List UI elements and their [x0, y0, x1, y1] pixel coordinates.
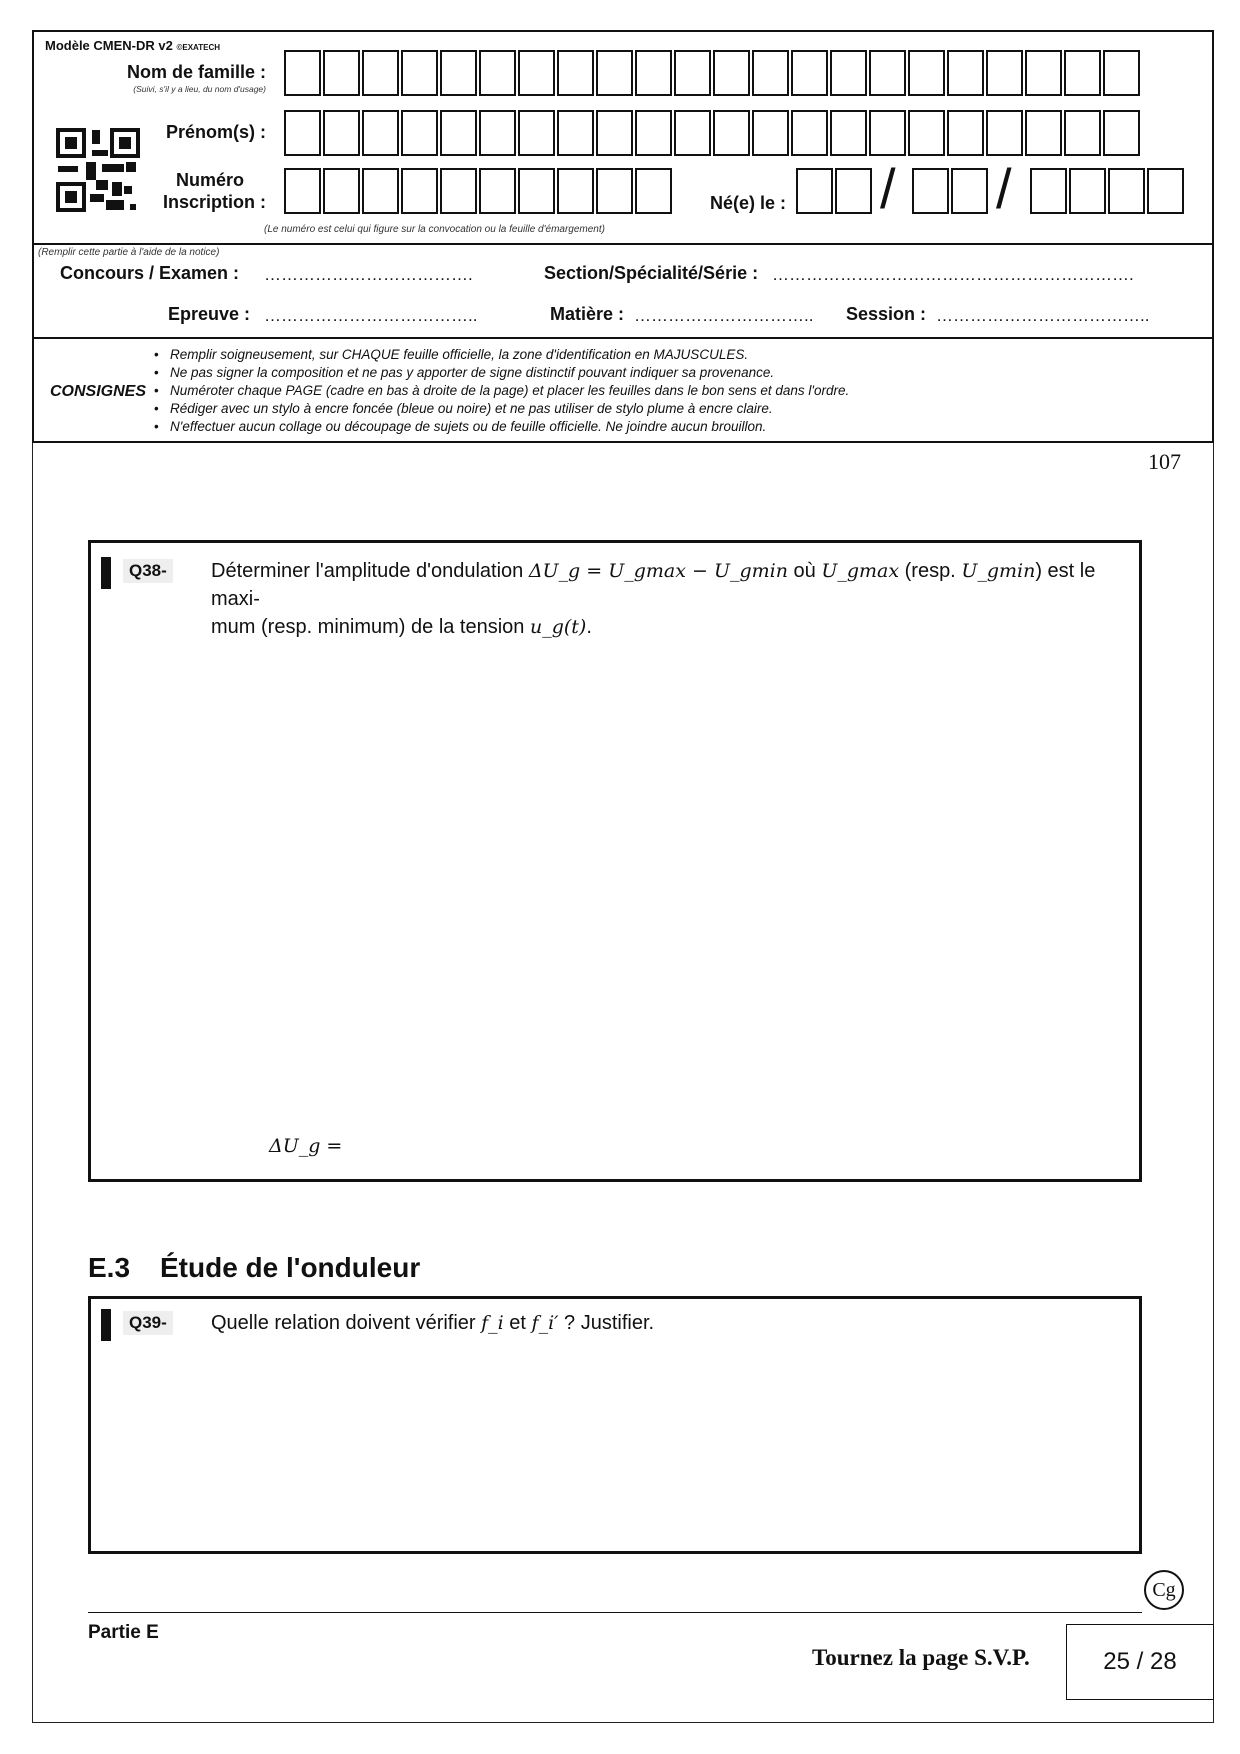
char-box[interactable] [1103, 110, 1140, 156]
consigne-item: • Remplir soigneusement, sur CHAQUE feuille officielle, la zone d'identification en MAJUSCULES. [170, 346, 849, 364]
char-box[interactable] [752, 50, 789, 96]
consigne-item: • Ne pas signer la composition et ne pas y apporter de signe distinctif pouvant indiquer sa provenance. [170, 364, 849, 382]
prenom-label: Prénom(s) : [165, 122, 266, 142]
header-divider-1 [32, 243, 1214, 245]
char-box[interactable] [1103, 50, 1140, 96]
q39-answer-box[interactable] [88, 1296, 1142, 1554]
date-slash: / [880, 157, 896, 220]
section-label: Section/Spécialité/Série : [544, 263, 759, 283]
char-box[interactable] [596, 168, 633, 214]
section-field[interactable]: ………………………………………………………. [772, 265, 1134, 284]
prenom-field[interactable] [284, 110, 1142, 156]
char-box[interactable] [401, 110, 438, 156]
char-box[interactable] [674, 50, 711, 96]
char-box[interactable] [479, 50, 516, 96]
char-box[interactable] [440, 168, 477, 214]
char-box[interactable] [284, 168, 321, 214]
birth-year-field[interactable] [1030, 168, 1186, 214]
char-box[interactable] [635, 50, 672, 96]
consignes-list [170, 346, 849, 436]
char-box[interactable] [323, 168, 360, 214]
char-box[interactable] [440, 110, 477, 156]
char-box[interactable] [791, 50, 828, 96]
page-number: 25 / 28 [1066, 1624, 1214, 1700]
char-box[interactable] [908, 110, 945, 156]
char-box[interactable] [1064, 110, 1101, 156]
char-box[interactable] [912, 168, 949, 214]
session-field[interactable]: ……………………………….. [936, 306, 1150, 325]
char-box[interactable] [362, 168, 399, 214]
nom-field[interactable] [284, 50, 1142, 96]
char-box[interactable] [284, 110, 321, 156]
inscription-label: Inscription : [163, 192, 266, 212]
partie-label: Partie E [88, 1622, 159, 1643]
birth-day-field[interactable] [796, 168, 874, 214]
char-box[interactable] [1025, 50, 1062, 96]
char-box[interactable] [869, 110, 906, 156]
nom-label: Nom de famille : [126, 62, 266, 82]
q38-answer-box[interactable] [88, 540, 1142, 1182]
numero-field[interactable] [284, 168, 674, 214]
char-box[interactable] [713, 110, 750, 156]
char-box[interactable] [1064, 50, 1101, 96]
concours-label: Concours / Examen : [60, 263, 240, 283]
nom-hint: (Suivi, s'il y a lieu, du nom d'usage) [133, 84, 266, 94]
char-box[interactable] [596, 110, 633, 156]
char-box[interactable] [674, 110, 711, 156]
birth-month-field[interactable] [912, 168, 990, 214]
q38-tag: Q38- [123, 559, 173, 583]
question-marker [101, 557, 111, 589]
epreuve-label: Epreuve : [168, 304, 251, 324]
epreuve-field[interactable]: ……………………………….. [264, 306, 478, 325]
char-box[interactable] [1108, 168, 1145, 214]
char-box[interactable] [284, 50, 321, 96]
char-box[interactable] [869, 50, 906, 96]
char-box[interactable] [951, 168, 988, 214]
char-box[interactable] [557, 168, 594, 214]
turn-page-note: Tournez la page S.V.P. [812, 1645, 1030, 1670]
char-box[interactable] [752, 110, 789, 156]
model-label: Modèle CMEN-DR v2 ©EXATECH [45, 38, 221, 53]
char-box[interactable] [557, 50, 594, 96]
cg-stamp: Cg [1144, 1570, 1184, 1610]
q39-tag: Q39- [123, 1311, 173, 1335]
char-box[interactable] [947, 50, 984, 96]
char-box[interactable] [557, 110, 594, 156]
char-box[interactable] [440, 50, 477, 96]
matiere-label: Matière : [550, 304, 625, 324]
char-box[interactable] [362, 50, 399, 96]
q38-text: Déterminer l'amplitude d'ondulation ΔU_g = U_gmax − U_gmin où U_gmax (resp. U_gmin) est le maxi- mum (resp. minimum) de la tension u_g(t). [211, 560, 1096, 638]
q38-answer-label: ΔU_g = [269, 1135, 343, 1157]
consigne-item: • Rédiger avec un stylo à encre foncée (bleue ou noire) et ne pas utiliser de stylo plume à encre claire. [170, 400, 849, 418]
char-box[interactable] [947, 110, 984, 156]
qr-code [56, 128, 140, 212]
char-box[interactable] [401, 50, 438, 96]
char-box[interactable] [362, 110, 399, 156]
char-box[interactable] [1069, 168, 1106, 214]
matiere-field[interactable]: ………………………….. [634, 306, 814, 325]
char-box[interactable] [1147, 168, 1184, 214]
char-box[interactable] [791, 110, 828, 156]
char-box[interactable] [635, 168, 672, 214]
q39-text: Quelle relation doivent vérifier f_i et f_i′ ? Justifier. [211, 1312, 655, 1334]
char-box[interactable] [323, 50, 360, 96]
numero-label: Numéro [175, 170, 244, 190]
consigne-item: • N'effectuer aucun collage ou découpage de sujets ou de feuille officielle. Ne joindre aucun brouillon. [170, 418, 849, 436]
header-divider-2 [32, 337, 1214, 339]
numero-hint: (Le numéro est celui qui figure sur la convocation ou la feuille d'émargement) [264, 224, 605, 235]
char-box[interactable] [908, 50, 945, 96]
session-label: Session : [846, 304, 927, 324]
concours-field[interactable]: ………………………………. [264, 265, 473, 284]
section-heading: E.3 Étude de l'onduleur [88, 1252, 421, 1283]
char-box[interactable] [986, 110, 1023, 156]
char-box[interactable] [830, 110, 867, 156]
char-box[interactable] [713, 50, 750, 96]
char-box[interactable] [635, 110, 672, 156]
footer-rule [88, 1612, 1142, 1613]
char-box[interactable] [323, 110, 360, 156]
char-box[interactable] [596, 50, 633, 96]
date-slash: / [996, 157, 1012, 220]
char-box[interactable] [518, 168, 555, 214]
char-box[interactable] [796, 168, 833, 214]
consignes-title: CONSIGNES [50, 383, 147, 400]
question-marker [101, 1309, 111, 1341]
char-box[interactable] [518, 110, 555, 156]
char-box[interactable] [401, 168, 438, 214]
char-box[interactable] [479, 168, 516, 214]
char-box[interactable] [518, 50, 555, 96]
char-box[interactable] [835, 168, 872, 214]
birthdate-label: Né(e) le : [709, 193, 786, 213]
page-reference: 107 [1148, 449, 1181, 474]
char-box[interactable] [986, 50, 1023, 96]
remplir-hint: (Remplir cette partie à l'aide de la notice) [38, 247, 220, 258]
char-box[interactable] [479, 110, 516, 156]
char-box[interactable] [830, 50, 867, 96]
consigne-item: • Numéroter chaque PAGE (cadre en bas à droite de la page) et placer les feuilles dans le bon sens et dans l'ordre. [170, 382, 849, 400]
char-box[interactable] [1025, 110, 1062, 156]
char-box[interactable] [1030, 168, 1067, 214]
